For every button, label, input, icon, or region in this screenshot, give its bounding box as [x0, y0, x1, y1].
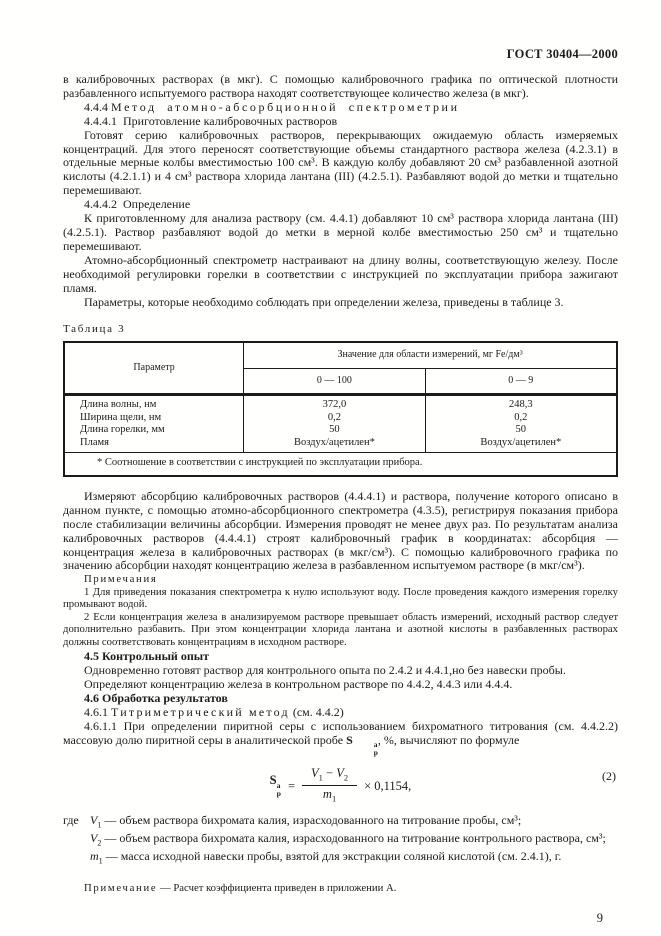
- table-cell-param: Пламя: [64, 437, 244, 453]
- notes-title-text: Примечания: [84, 573, 158, 586]
- heading-4-4-4-2: [63, 198, 618, 212]
- heading-4-6-1-ref: (см. 4.4.2): [292, 704, 344, 719]
- table-header-param: Параметр: [64, 342, 244, 394]
- formula-2-block: [63, 766, 618, 806]
- table-cell-value: 0,2: [425, 412, 617, 425]
- table-3: [63, 341, 618, 476]
- table-footnote-row: [64, 453, 617, 476]
- paragraph-4-5-concentration: Определяют концентрацию железа в контрольном растворе по 4.4.2, 4.4.3 или 4.4.4.: [84, 677, 513, 692]
- heading-4-4-4-2-number: 4.4.4.2: [84, 197, 117, 212]
- formula-s-sup: а: [276, 780, 281, 790]
- final-note: [63, 882, 618, 895]
- where-v2-text: — объем раствора бихромата калия, израсходованного на титрование контрольного раствора, см³;: [101, 830, 606, 845]
- where-v1-text: — объем раствора бихромата калия, израсходованного на титрование пробы, см³;: [101, 812, 522, 827]
- heading-4-4-4-2-title: Определение: [123, 197, 191, 212]
- where-v2-symbol: V: [90, 830, 98, 845]
- notes-title: [63, 573, 618, 586]
- heading-4-4-4-number: 4.4.4: [84, 99, 108, 114]
- table-footnote: * Соотношение в соответствии с инструкцией по эксплуатации прибора.: [64, 453, 617, 476]
- where-word: где: [63, 812, 79, 827]
- formula-v2-sub: 2: [343, 772, 349, 783]
- final-note-text: — Расчет коэффициента приведен в приложении А.: [157, 881, 397, 894]
- where-item-v1: [90, 814, 618, 832]
- note-1: 1 Для приведения показания спектрометра к нулю используют воду. После проведения каждого измерения горелку промывают водой.: [63, 585, 618, 611]
- symbol-sup: а: [373, 740, 378, 750]
- heading-4-4-4: [63, 101, 618, 115]
- where-v1-symbol: V: [90, 812, 98, 827]
- document-header: [63, 47, 618, 62]
- table-row: [64, 424, 617, 437]
- where-m1-sub: 1: [98, 856, 103, 866]
- table-header-value-group: Значение для области измерений, мг Fe/дм³: [244, 342, 617, 368]
- formula-s-letter: S: [269, 773, 277, 788]
- formula-equals: =: [287, 778, 295, 793]
- table-row: [64, 412, 617, 425]
- formula-fraction: [302, 766, 357, 806]
- table-cell-param: Длина горелки, мм: [64, 424, 244, 437]
- doc-number: ГОСТ 30404—2000: [506, 47, 618, 61]
- heading-4-4-4-1-title: Приготовление калибровочных растворов: [123, 113, 338, 128]
- final-note-word: Примечание: [84, 881, 158, 894]
- table-cell-value: 50: [244, 424, 425, 437]
- formula-s-supsub: [277, 782, 281, 798]
- where-m1-text: — масса исходной навески пробы, взятой для экстракции соляной кислотой (см. 2.4.1), г.: [102, 849, 562, 864]
- table-cell-param: Ширина щели, нм: [64, 412, 244, 425]
- table-header-row-1: [64, 342, 617, 368]
- where-item-m1: [90, 850, 618, 868]
- notes-block: [63, 573, 618, 648]
- formula-m-sub: 1: [331, 793, 337, 804]
- table-header-range-high: 0 — 9: [425, 368, 617, 394]
- formula-2: [63, 766, 618, 806]
- table-cell-value: 248,3: [425, 394, 617, 411]
- paragraph-params: Параметры, которые необходимо соблюдать при определении железа, приведены в таблице 3.: [84, 294, 564, 309]
- heading-4-5: [63, 650, 618, 664]
- formula-number: (2): [602, 768, 616, 783]
- heading-4-4-4-1: [63, 115, 618, 129]
- heading-4-4-4-1-number: 4.4.4.1: [84, 113, 117, 128]
- symbol-supsub: [353, 741, 378, 757]
- formula-v1: V: [311, 765, 319, 780]
- table-cell-value: Воздух/ацетилен*: [244, 437, 425, 453]
- page-number: 9: [596, 911, 603, 926]
- where-item-v2: [90, 832, 618, 850]
- where-m1-symbol: m: [90, 849, 99, 864]
- heading-4-6-1-number: 4.6.1: [84, 704, 108, 719]
- table-cell-value: Воздух/ацетилен*: [425, 437, 617, 453]
- table-row: [64, 437, 617, 453]
- paragraph-4-6-1-1-tail: , %, вычисляют по формуле: [377, 732, 520, 747]
- heading-4-6-1: [63, 706, 618, 720]
- paragraph-4-6-1-1-lead: 4.6.1.1 При определении пиритной серы с использованием бихроматного титрования (см. 4.4.2.2) массовую долю пиритной серы в аналитической пробе: [63, 718, 618, 747]
- formula-factor: × 0,1154,: [364, 778, 412, 793]
- paragraph-measure: Измеряют абсорбцию калибровочных растворов (4.4.4.1) и раствора, получение которого описано в данном пункте, с помощью атомно-абсорбционного спектрометра (4.3.5), регистрируя показания прибора после стабилизации величины абсорбции. Измерения проводят не менее двух раз. По результатам анализа калибровочных растворов (4.4.4.1) строят калибровочный график в координатах: абсорбция — концентрация железа в калибровочных растворах (в мкг/см³). С помощью калибровочного графика по значению абсорбции находят концентрацию железа в разбавленном испытуемом растворе (в мкг/см³).: [63, 488, 618, 573]
- where-v2-sub: 2: [97, 838, 102, 848]
- paragraph-prepare: Готовят серию калибровочных растворов, перекрывающих ожидаемую область измеряемых концентраций. Для этого переносят соответствующие объемы стандартного раствора железа (4.2.3.1) в отдельные мерные колбы вместимостью 100 см³. В каждую колбу добавляют 20 см³ разбавленной азотной кислоты (4.2.1.1) и 4 см³ раствора хлорида лантана (III) (4.2.5.1). Разбавляют водой до метки и тщательно перемешивают.: [63, 127, 618, 198]
- formula-s-sub: р: [276, 788, 281, 798]
- table-cell-value: 50: [425, 424, 617, 437]
- paragraph-spectrometer: Атомно-абсорбционный спектрометр настраивают на длину волны, соответствующую железу. После необходимой регулировки горелки в соответствии с инструкцией по эксплуатации прибора зажигают пламя.: [63, 252, 618, 295]
- heading-4-6-1-title: Титриметрический метод: [111, 704, 290, 719]
- formula-lhs: [270, 773, 281, 798]
- heading-4-5-text: 4.5 Контрольный опыт: [84, 649, 210, 664]
- where-v1-sub: 1: [97, 820, 102, 830]
- heading-4-6-text: 4.6 Обработка результатов: [84, 691, 228, 706]
- table-cell-value: 0,2: [244, 412, 425, 425]
- symbol-letter: S: [346, 732, 353, 747]
- formula-v1-sub: 1: [318, 772, 323, 783]
- paragraph-4-6-1-1: [63, 720, 618, 757]
- table-header-range-low: 0 — 100: [244, 368, 425, 394]
- table-row: [64, 394, 617, 411]
- paragraph-4-5-control: Одновременно готовят раствор для контрольного опыта по 2.4.2 и 4.4.1,но без навески пробы.: [84, 663, 566, 678]
- table-3-label: [63, 323, 618, 335]
- formula-minus: −: [326, 765, 334, 780]
- table-cell-value: 372,0: [244, 394, 425, 411]
- table-3-label-text: Таблица 3: [63, 323, 126, 336]
- paragraph-determination: К приготовленному для анализа раствору (см. 4.4.1) добавляют 10 см³ раствора хлорида лантана (III) (4.2.5.1). Раствор разбавляют водой до метки в мерной колбе вместимостью 250 см³ и тщательно перемешивают.: [63, 211, 618, 253]
- heading-4-4-4-title: Метод атомно-абсорбционной спектрометрии: [111, 99, 460, 114]
- symbol-sub: р: [373, 747, 378, 757]
- formula-numerator: [302, 766, 357, 787]
- heading-4-6: [63, 692, 618, 706]
- pyritic-sulfur-symbol: [346, 732, 378, 757]
- table-cell-param: Длина волны, нм: [64, 394, 244, 411]
- where-list: [63, 814, 618, 869]
- formula-denominator: [323, 786, 336, 806]
- formula-m: m: [322, 787, 332, 802]
- note-2: 2 Если концентрация железа в анализируемом растворе превышает область измерений, исходный раствор следует дополнительно разбавить. При этом концентрации хлорида лантана и азотной кислоты в разбавленных растворах должны соответствовать концентрациям в исходном растворе.: [63, 610, 618, 648]
- paragraph-intro: в калибровочных растворах (в мкг). С помощью калибровочного графика по оптической плотности разбавленного испытуемого раствора находят соответствующее количество железа (в мкг).: [63, 72, 618, 100]
- formula-v2: V: [336, 765, 344, 780]
